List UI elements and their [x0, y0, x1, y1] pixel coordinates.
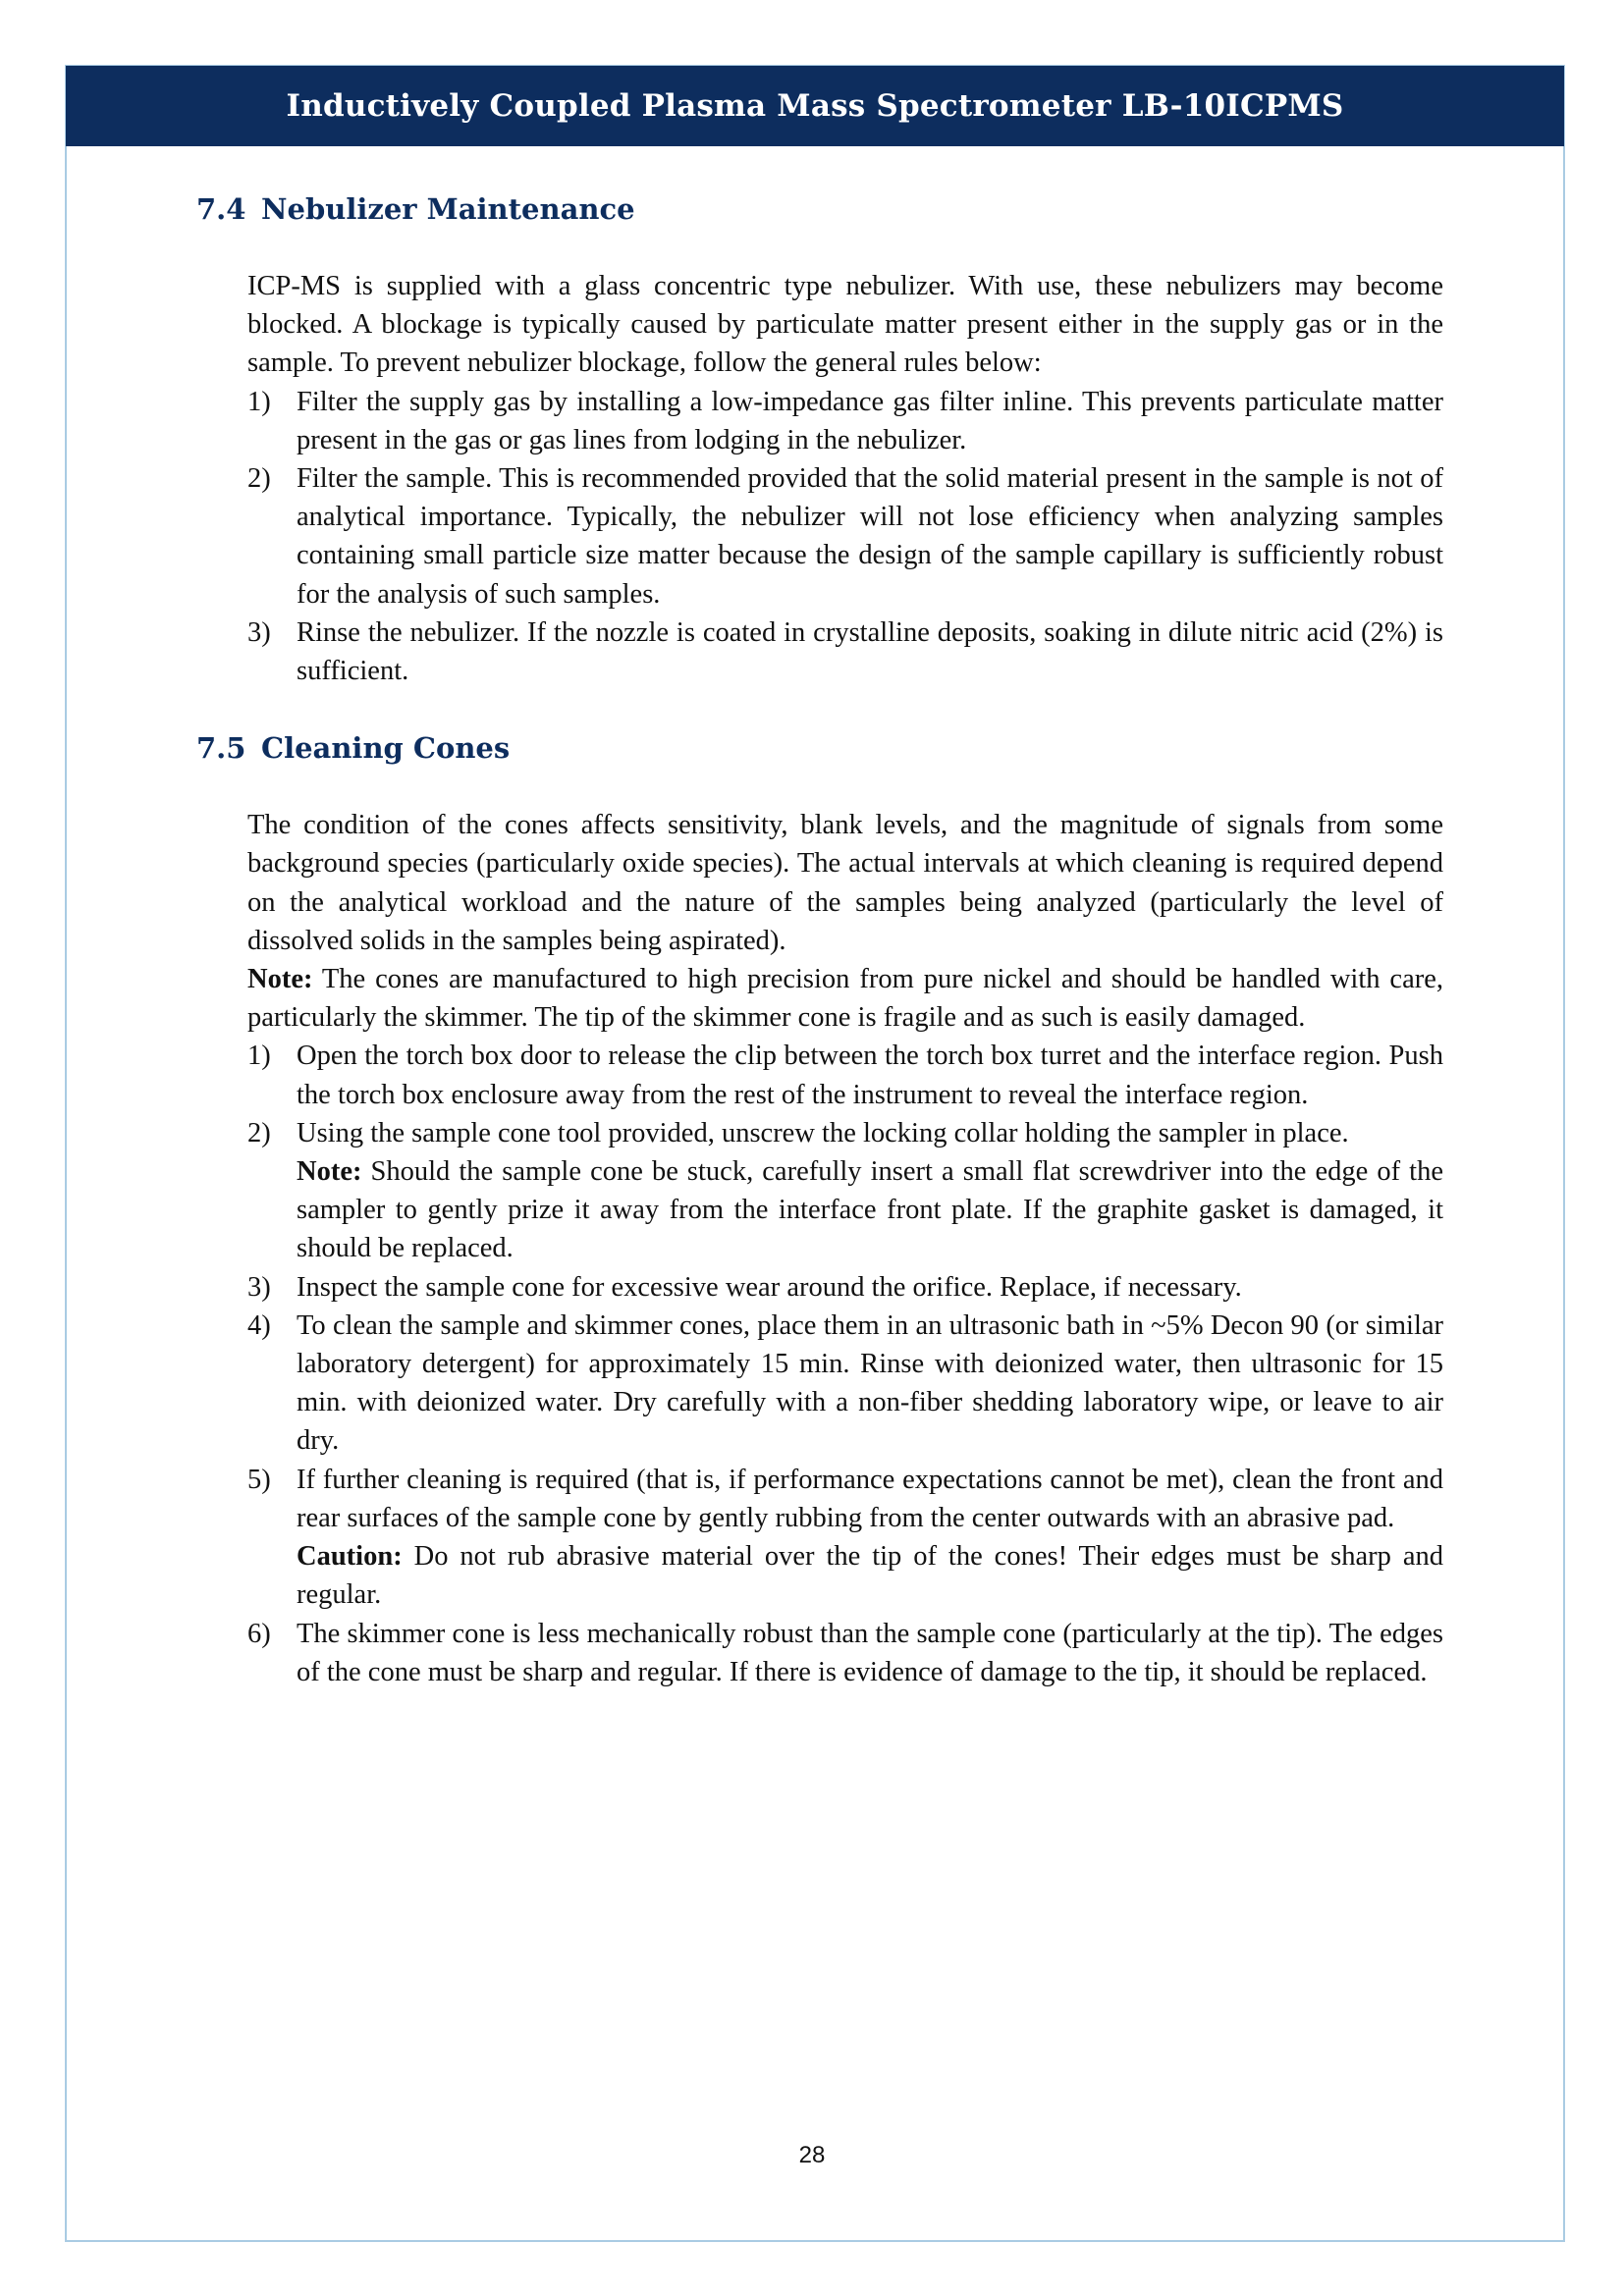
section-number: 7.4 — [196, 192, 246, 226]
list-marker: 5) — [247, 1464, 271, 1495]
page-number: 28 — [798, 2142, 826, 2168]
note-label: Note: — [247, 964, 313, 995]
list-item-text: To clean the sample and skimmer cones, place them in an ultrasonic bath in ~5% Decon 90 (or similar laboratory detergent) for approximately 15 min. Rinse with deionized water, then ultrasonic for 15 min. with deionized water. Dry carefully with a non-fiber shedding laboratory wipe, or leave to air dry. — [297, 1309, 1443, 1457]
list-item-text: Filter the supply gas by installing a low-impedance gas filter inline. This prevents particulate matter present in the gas or gas lines from lodging in the nebulizer. — [297, 386, 1443, 455]
list-item — [247, 383, 1443, 459]
list-item-text: Using the sample cone tool provided, unscrew the locking collar holding the sampler in place. — [297, 1117, 1349, 1148]
section-intro: The condition of the cones affects sensitivity, blank levels, and the magnitude of signals from some background species (particularly oxide species). The actual intervals at which cleaning is required depend on the analytical workload and the nature of the samples being analyzed (particularly the level of dissolved solids in the samples being aspirated). — [247, 810, 1443, 956]
list-marker: 3) — [247, 1271, 271, 1303]
list-item — [247, 1268, 1443, 1307]
list-item — [247, 1307, 1443, 1461]
caution-text: Do not rub abrasive material over the tip of the cones! Their edges must be sharp and regular. — [297, 1541, 1443, 1611]
list-marker: 6) — [247, 1618, 271, 1649]
list-marker: 4) — [247, 1309, 271, 1341]
list-item-caution — [297, 1537, 1443, 1614]
list-item-text: Filter the sample. This is recommended provided that the solid material present in the sample is not of analytical importance. Typically, the nebulizer will not lose efficiency when analyzing samples containing small particle size matter because the design of the sample capillary is sufficiently robust for the analysis of such samples. — [297, 463, 1443, 610]
note-paragraph — [247, 960, 1443, 1037]
note-label: Note: — [297, 1156, 362, 1188]
section-body-7-4 — [247, 267, 1443, 690]
page-content — [196, 192, 1443, 1691]
note-text: The cones are manufactured to high precision from pure nickel and should be handled with care, particularly the skimmer. The tip of the skimmer cone is fragile and as such is easily damaged. — [247, 964, 1443, 1034]
document-header — [66, 66, 1564, 146]
note-text: Should the sample cone be stuck, carefully insert a small flat screwdriver into the edge of the sampler to gently prize it away from the interface front plate. If the graphite gasket is damaged, it should be replaced. — [297, 1156, 1443, 1264]
list-item-note — [297, 1152, 1443, 1268]
section-heading-7-5 — [196, 731, 1443, 765]
list-item — [247, 1037, 1443, 1113]
list-item — [247, 1461, 1443, 1615]
header-title: Inductively Coupled Plasma Mass Spectrometer LB-10ICPMS — [286, 88, 1344, 124]
list-marker: 1) — [247, 386, 271, 417]
section-body-7-5 — [247, 806, 1443, 1691]
list-marker: 1) — [247, 1041, 271, 1072]
list-item — [247, 1114, 1443, 1268]
cleaning-steps-list — [247, 1037, 1443, 1690]
list-item-text: If further cleaning is required (that is, if performance expectations cannot be met), clean the front and rear surfaces of the sample cone by gently rubbing from the center outwards with an abrasive pad. — [297, 1464, 1443, 1533]
list-item — [247, 614, 1443, 690]
list-item-text: Open the torch box door to release the clip between the torch box turret and the interface region. Push the torch box enclosure away from the rest of the instrument to reveal the interface region. — [297, 1041, 1443, 1110]
section-heading-7-4 — [196, 192, 1443, 226]
list-item — [247, 459, 1443, 614]
nebulizer-steps-list — [247, 383, 1443, 691]
section-intro: ICP-MS is supplied with a glass concentric type nebulizer. With use, these nebulizers may become blocked. A blockage is typically caused by particulate matter present either in the supply gas or in the sample. To prevent nebulizer blockage, follow the general rules below: — [247, 271, 1443, 379]
section-title: Cleaning Cones — [261, 731, 511, 766]
list-item — [247, 1615, 1443, 1691]
list-item-text: Inspect the sample cone for excessive wear around the orifice. Replace, if necessary. — [297, 1271, 1242, 1303]
list-item-text: The skimmer cone is less mechanically robust than the sample cone (particularly at the tip). The edges of the cone must be sharp and regular. If there is evidence of damage to the tip, it should be replaced. — [297, 1618, 1443, 1687]
caution-label: Caution: — [297, 1541, 403, 1573]
section-title: Nebulizer Maintenance — [261, 192, 635, 226]
list-item-text: Rinse the nebulizer. If the nozzle is coated in crystalline deposits, soaking in dilute nitric acid (2%) is sufficient. — [297, 616, 1443, 687]
list-marker: 3) — [247, 616, 271, 648]
section-number: 7.5 — [196, 731, 246, 766]
list-marker: 2) — [247, 463, 271, 495]
list-marker: 2) — [247, 1117, 271, 1148]
